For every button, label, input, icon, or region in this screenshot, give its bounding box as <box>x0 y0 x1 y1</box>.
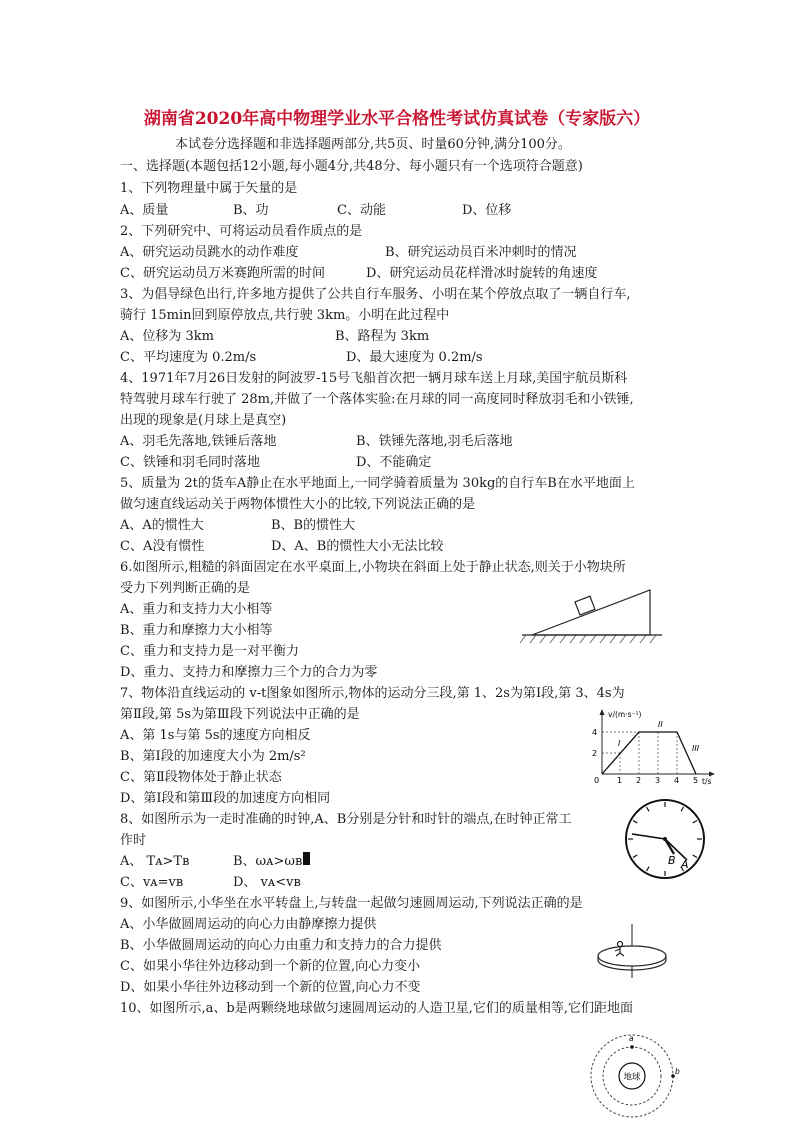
question-9-stem: 9、如图所示,小华坐在水平转盘上,与转盘一起做匀速圆周运动,下列说法正确的是 <box>120 896 583 911</box>
q8-option-a: A、 Tᴀ>Tʙ <box>120 854 190 869</box>
q9-option-b: B、小华做圆周运动的向心力由重力和支持力的合力提供 <box>120 938 442 953</box>
question-6-stem-line-2: 受力下列判断正确的是 <box>120 581 251 596</box>
q1-option-d: D、位移 <box>462 203 512 218</box>
vt-xlabel: t/s <box>702 777 712 786</box>
vt-xtick-1: 1 <box>617 776 623 785</box>
q4-option-b: B、铁锤先落地,羽毛后落地 <box>356 434 513 449</box>
question-7-stem-line-2: 第Ⅱ段,第 5s为第Ⅲ段下列说法中正确的是 <box>120 707 360 722</box>
vt-ytick-2: 2 <box>592 749 598 758</box>
q4-option-c: C、铁锤和羽毛同时落地 <box>120 455 260 470</box>
question-3-stem-line-1: 3、为倡导绿色出行,许多地方提供了公共自行车服务、小明在某个停放点取了一辆自行车, <box>120 287 631 302</box>
q2-option-c: C、研究运动员万米赛跑所需的时间 <box>120 266 325 281</box>
q5-option-b: B、B的惯性大 <box>271 518 356 533</box>
vt-ytick-4: 4 <box>592 728 598 737</box>
vt-velocity-line <box>602 732 696 774</box>
q7-option-c: C、第Ⅱ段物体处于静止状态 <box>120 770 282 785</box>
q6-option-d: D、重力、支持力和摩擦力三个力的合力为零 <box>120 665 378 680</box>
question-3-stem-line-2: 骑行 15min回到原停放点,共行驶 3km。小明在此过程中 <box>120 308 450 323</box>
q2-option-d: D、研究运动员花样滑冰时旋转的角速度 <box>366 266 598 281</box>
satellite-a <box>630 1045 634 1049</box>
question-8-stem-line-1: 8、如图所示为一走时准确的时钟,A、B分别是分针和时针的端点,在时钟正常工 <box>120 812 572 827</box>
q8-option-c: C、vᴀ=vʙ <box>120 875 184 890</box>
vt-segment-2: II <box>658 720 663 729</box>
question-10-stem: 10、如图所示,a、b是两颗绕地球做匀速圆周运动的人造卫星,它们的质量相等,它们距地面 <box>120 1001 634 1016</box>
question-8-stem-line-2: 作时 <box>120 833 147 848</box>
incline-figure <box>518 580 666 648</box>
vt-segment-3: III <box>692 744 700 753</box>
q8-option-b: B、ωᴀ>ωʙ <box>233 854 303 869</box>
question-4-stem-line-2: 特驾驶月球车行驶了 28m,并做了一个落体实验:在月球的同一高度同时释放羽毛和小铁锤, <box>120 392 634 407</box>
vt-xtick-3: 3 <box>655 776 661 785</box>
vt-xtick-5: 5 <box>693 776 699 785</box>
question-7-stem-line-1: 7、物体沿直线运动的 v-t图象如图所示,物体的运动分三段,第 1、2s为第Ⅰ段,第 3、4s为 <box>120 686 625 701</box>
q6-option-a: A、重力和支持力大小相等 <box>120 602 273 617</box>
q7-option-a: A、第 1s与第 5s的速度方向相反 <box>120 728 311 743</box>
q5-option-d: D、A、B的惯性大小无法比较 <box>271 539 444 554</box>
q9-option-c: C、如果小华往外边移动到一个新的位置,向心力变小 <box>120 959 421 974</box>
q1-option-c: C、动能 <box>337 203 386 218</box>
vt-xtick-0: 0 <box>594 776 600 785</box>
q1-option-b: B、功 <box>233 203 269 218</box>
exam-intro: 本试卷分选择题和非选择题两部分,共5页、时量60分钟,满分100分。 <box>175 137 571 152</box>
q2-option-b: B、研究运动员百米冲刺时的情况 <box>385 245 577 260</box>
page-title: 湖南省2020年高中物理学业水平合格性考试仿真试卷（专家版六） <box>143 109 651 129</box>
vt-ylabel: v/(m·s⁻¹) <box>608 710 642 719</box>
turntable-figure <box>592 922 672 980</box>
q3-option-d: D、最大速度为 0.2m/s <box>346 350 483 365</box>
q4-option-d: D、不能确定 <box>356 455 432 470</box>
vt-segment-1: I <box>618 739 621 748</box>
question-5-stem-line-2: 做匀速直线运动关于两物体惯性大小的比较,下列说法正确的是 <box>120 497 476 512</box>
q9-option-a: A、小华做圆周运动的向心力由静摩擦力提供 <box>120 917 377 932</box>
q2-option-a: A、研究运动员跳水的动作难度 <box>120 245 299 260</box>
clock-label-a: A <box>681 858 689 871</box>
q1-option-a: A、质量 <box>120 203 169 218</box>
satellite-orbit-figure <box>586 1030 678 1122</box>
question-1-stem: 1、下列物理量中属于矢量的是 <box>120 181 298 196</box>
q4-option-a: A、羽毛先落地,铁锤后落地 <box>120 434 277 449</box>
q3-option-c: C、平均速度为 0.2m/s <box>120 350 257 365</box>
q5-option-a: A、A的惯性大 <box>120 518 204 533</box>
satellite-label-a: a <box>629 1034 634 1043</box>
q9-option-d: D、如果小华往外边移动到一个新的位置,向心力不变 <box>120 980 421 995</box>
q3-option-b: B、路程为 3km <box>335 329 430 344</box>
q6-option-c: C、重力和支持力是一对平衡力 <box>120 644 299 659</box>
question-4-stem-line-3: 出现的现象是(月球上是真空) <box>120 413 287 428</box>
earth-label: 地球 <box>623 1072 641 1083</box>
question-6-stem-line-1: 6.如图所示,粗糙的斜面固定在水平桌面上,小物块在斜面上处于静止状态,则关于小物块所 <box>120 560 626 575</box>
satellite-label-b: b <box>675 1067 680 1076</box>
clock-label-b: B <box>668 854 676 867</box>
question-4-stem-line-1: 4、1971年7月26日发射的阿波罗-15号飞船首次把一辆月球车送上月球,美国宇航员斯科 <box>120 371 628 386</box>
q3-option-a: A、位移为 3km <box>120 329 214 344</box>
question-5-stem-line-1: 5、质量为 2t的货车A静止在水平地面上,一同学骑着质量为 30kg的自行车B在水平地面上 <box>120 476 635 491</box>
vt-graph-figure <box>584 706 718 786</box>
question-2-stem: 2、下列研究中、可将运动员看作质点的是 <box>120 224 363 239</box>
q7-option-b: B、第Ⅰ段的加速度大小为 2m/s² <box>120 749 306 764</box>
q7-option-d: D、第Ⅰ段和第Ⅲ段的加速度方向相同 <box>120 791 331 806</box>
vt-xtick-4: 4 <box>674 776 680 785</box>
section-heading: 一、选择题(本题包括12小题,每小题4分,共48分、每小题只有一个选项符合题意) <box>120 159 583 174</box>
vt-xtick-2: 2 <box>636 776 642 785</box>
q8-option-d: D、 vᴀ<vʙ <box>233 875 301 890</box>
q6-option-b: B、重力和摩擦力大小相等 <box>120 623 273 638</box>
clock-figure <box>622 796 708 882</box>
q5-option-c: C、A没有惯性 <box>120 539 205 554</box>
text-cursor <box>303 852 310 865</box>
